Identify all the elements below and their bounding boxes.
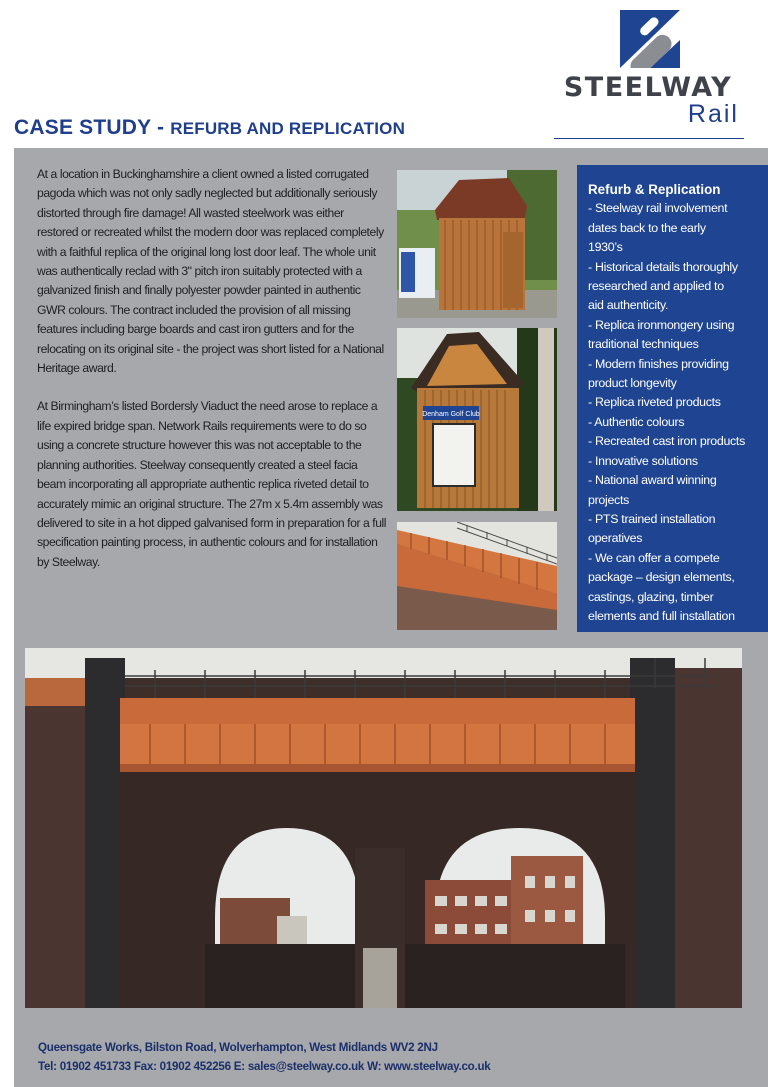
title-main: CASE STUDY - (14, 116, 171, 139)
golf-sign-label: Denham Golf Club (422, 411, 480, 418)
footer-address: Queensgate Works, Bilston Road, Wolverhampton, West Midlands WV2 2NJ (38, 1041, 438, 1054)
sidebar-item: - National award winning projects (588, 473, 717, 507)
logo-name: STEELWAY (563, 72, 733, 103)
sidebar-item: - Innovative solutions (588, 453, 698, 468)
sidebar-item: - We can offer a compete package – design elements, castings, glazing, timber elements and full installation (588, 550, 735, 623)
sidebar-item: - Steelway rail involvement dates back to the early 1930’s (588, 201, 728, 255)
sidebar-item: - Modern finishes providing product longevity (588, 356, 729, 391)
logo-underline (554, 138, 744, 139)
logo-rail: Rail (687, 100, 739, 128)
steelway-logo-mark-icon (620, 10, 680, 68)
refurb-replication-panel (577, 165, 768, 632)
steelway-rail-logo (552, 10, 747, 138)
pagoda-photo (397, 170, 557, 318)
paragraph-pagoda: At a location in Buckinghamshire a client owned a listed corrugated pagoda which was not only sadly neglected but additionally seriously distorted through fire damage! All wasted steelwork was either restored or recreated whilst the modern door was replaced completely with a faithful replica of the original long lost door leaf. The whole unit was authentically reclad with 3" pitch iron suitably protected with a galvanized finish and finally polyester powder painted in authentic GWR colours. The contract included the provision of all missing features including barge boards and cast iron gutters and for the relocating on its original site - the project was short listed for a National Heritage award. (37, 167, 384, 376)
case-study-text (37, 165, 387, 591)
title-sub: REFURB AND REPLICATION (170, 119, 406, 138)
facia-beam-photo (397, 522, 557, 630)
viaduct-photo (25, 648, 742, 1008)
golf-club-photo (397, 328, 557, 511)
paragraph-viaduct: At Birmingham’s listed Bordersly Viaduct the need arose to replace a life expired bridge span. Network Rails requirements were to do so using a concrete structure however this was not acceptable to the planning authorities. Steelway consequently created a steel facia beam incorporating all appropriate authentic replica riveted detail to accurately mimic an original structure. The 27m x 5.4m assembly was delivered to site in a hot dipped galvanised form in preparation for a full specification painting process, in authentic colours and for installation by Steelway. (37, 399, 387, 569)
contact-footer (38, 1038, 491, 1076)
sidebar-item: - Authentic colours (588, 414, 685, 429)
header (0, 0, 768, 148)
sidebar-item: - Replica ironmongery using traditional techniques (588, 317, 735, 352)
footer-contact: Tel: 01902 451733 Fax: 01902 452256 E: sales@steelway.co.uk W: www.steelway.co.uk (38, 1060, 491, 1073)
sidebar-item: - Recreated cast iron products (588, 434, 745, 449)
sidebar-item: - PTS trained installation operatives (588, 511, 716, 546)
sidebar-item: - Historical details thoroughly researched and applied to aid authenticity. (588, 259, 738, 313)
page-title (14, 116, 405, 140)
sidebar-item: - Replica riveted products (588, 395, 721, 410)
sidebar-heading: Refurb & Replication (588, 182, 721, 197)
